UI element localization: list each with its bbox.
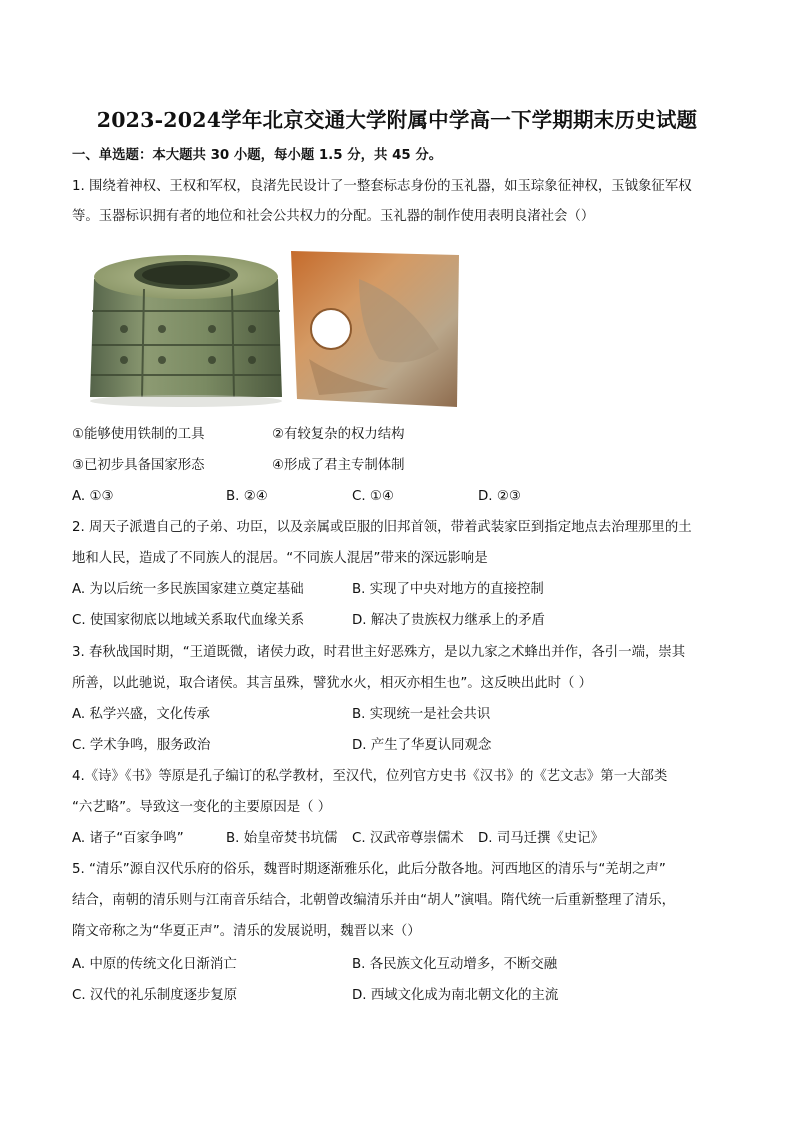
q2-stem-line1: 2. 周天子派遣自己的子弟、功臣，以及亲属或臣服的旧邦首领，带着武装家臣到指定地点去治理那里的土: [72, 520, 692, 535]
q5-stem-line3: 隋文帝称之为“华夏正声”。清乐的发展说明，魏晋以来（）: [72, 924, 421, 939]
q1-image-row: [84, 249, 462, 409]
q1-statement-2: ②有较复杂的权力结构: [272, 427, 405, 442]
q3-option-a[interactable]: A. 私学兴盛，文化传承: [72, 707, 210, 722]
q1-option-a[interactable]: A. ①③: [72, 489, 114, 504]
q3-option-d[interactable]: D. 产生了华夏认同观念: [352, 738, 492, 753]
q4-option-c[interactable]: C. 汉武帝尊崇儒术: [352, 831, 464, 846]
section-header: 一、单选题：本大题共 30 小题，每小题 1.5 分，共 45 分。: [72, 148, 443, 163]
q3-option-b[interactable]: B. 实现统一是社会共识: [352, 707, 491, 722]
q5-stem-line1: 5. “清乐”源自汉代乐府的俗乐，魏晋时期逐渐雅乐化，此后分散各地。河西地区的清乐与“羌胡之声”: [72, 862, 666, 877]
q1-option-d[interactable]: D. ②③: [478, 489, 521, 504]
q1-stem-line1: 1. 围绕着神权、王权和军权，良渚先民设计了一整套标志身份的玉礼器，如玉琮象征神权，玉钺象征军权: [72, 179, 692, 194]
q1-option-c[interactable]: C. ①④: [352, 489, 394, 504]
q5-option-c[interactable]: C. 汉代的礼乐制度逐步复原: [72, 988, 238, 1003]
q1-statement-4: ④形成了君主专制体制: [272, 458, 405, 473]
q1-option-b[interactable]: B. ②④: [226, 489, 268, 504]
q2-stem-line2: 地和人民，造成了不同族人的混居。“不同族人混居”带来的深远影响是: [72, 551, 488, 566]
q5-stem-line2: 结合，南朝的清乐则与江南音乐结合，北朝曾改编清乐并由“胡人”演唱。隋代统一后重新整理了清乐，: [72, 893, 676, 908]
q1-statement-1: ①能够使用铁制的工具: [72, 427, 205, 442]
q2-option-a[interactable]: A. 为以后统一多民族国家建立奠定基础: [72, 582, 304, 597]
q1-statement-3: ③已初步具备国家形态: [72, 458, 205, 473]
q5-option-b[interactable]: B. 各民族文化互动增多，不断交融: [352, 957, 558, 972]
q4-option-a[interactable]: A. 诸子“百家争鸣”: [72, 831, 184, 846]
q4-option-b[interactable]: B. 始皇帝焚书坑儒: [226, 831, 338, 846]
q2-option-c[interactable]: C. 使国家彻底以地域关系取代血缘关系: [72, 613, 305, 628]
jade-yue-axe-image: [289, 249, 462, 409]
jade-cong-image: [84, 249, 288, 409]
q3-option-c[interactable]: C. 学术争鸣，服务政治: [72, 738, 211, 753]
q4-stem-line2: “六艺略”。导致这一变化的主要原因是（ ）: [72, 800, 332, 815]
q4-option-d[interactable]: D. 司马迁撰《史记》: [478, 831, 604, 846]
q2-option-b[interactable]: B. 实现了中央对地方的直接控制: [352, 582, 544, 597]
q1-stem-line2: 等。玉器标识拥有者的地位和社会公共权力的分配。玉礼器的制作使用表明良渚社会（）: [72, 209, 595, 224]
page-title: 2023-2024学年北京交通大学附属中学高一下学期期末历史试题: [96, 108, 698, 132]
q3-stem-line2: 所善，以此驰说，取合诸侯。其言虽殊，譬犹水火，相灭亦相生也”。这反映出此时（ ）: [72, 676, 593, 691]
q4-stem-line1: 4.《诗》《书》等原是孔子编订的私学教材，至汉代，位列官方史书《汉书》的《艺文志》第一大部类: [72, 769, 668, 784]
q5-option-a[interactable]: A. 中原的传统文化日渐消亡: [72, 957, 237, 972]
q3-stem-line1: 3. 春秋战国时期，“王道既微，诸侯力政，时君世主好恶殊方，是以九家之术蜂出并作，各引一端，崇其: [72, 645, 686, 660]
q5-option-d[interactable]: D. 西域文化成为南北朝文化的主流: [352, 988, 559, 1003]
q2-option-d[interactable]: D. 解决了贵族权力继承上的矛盾: [352, 613, 545, 628]
